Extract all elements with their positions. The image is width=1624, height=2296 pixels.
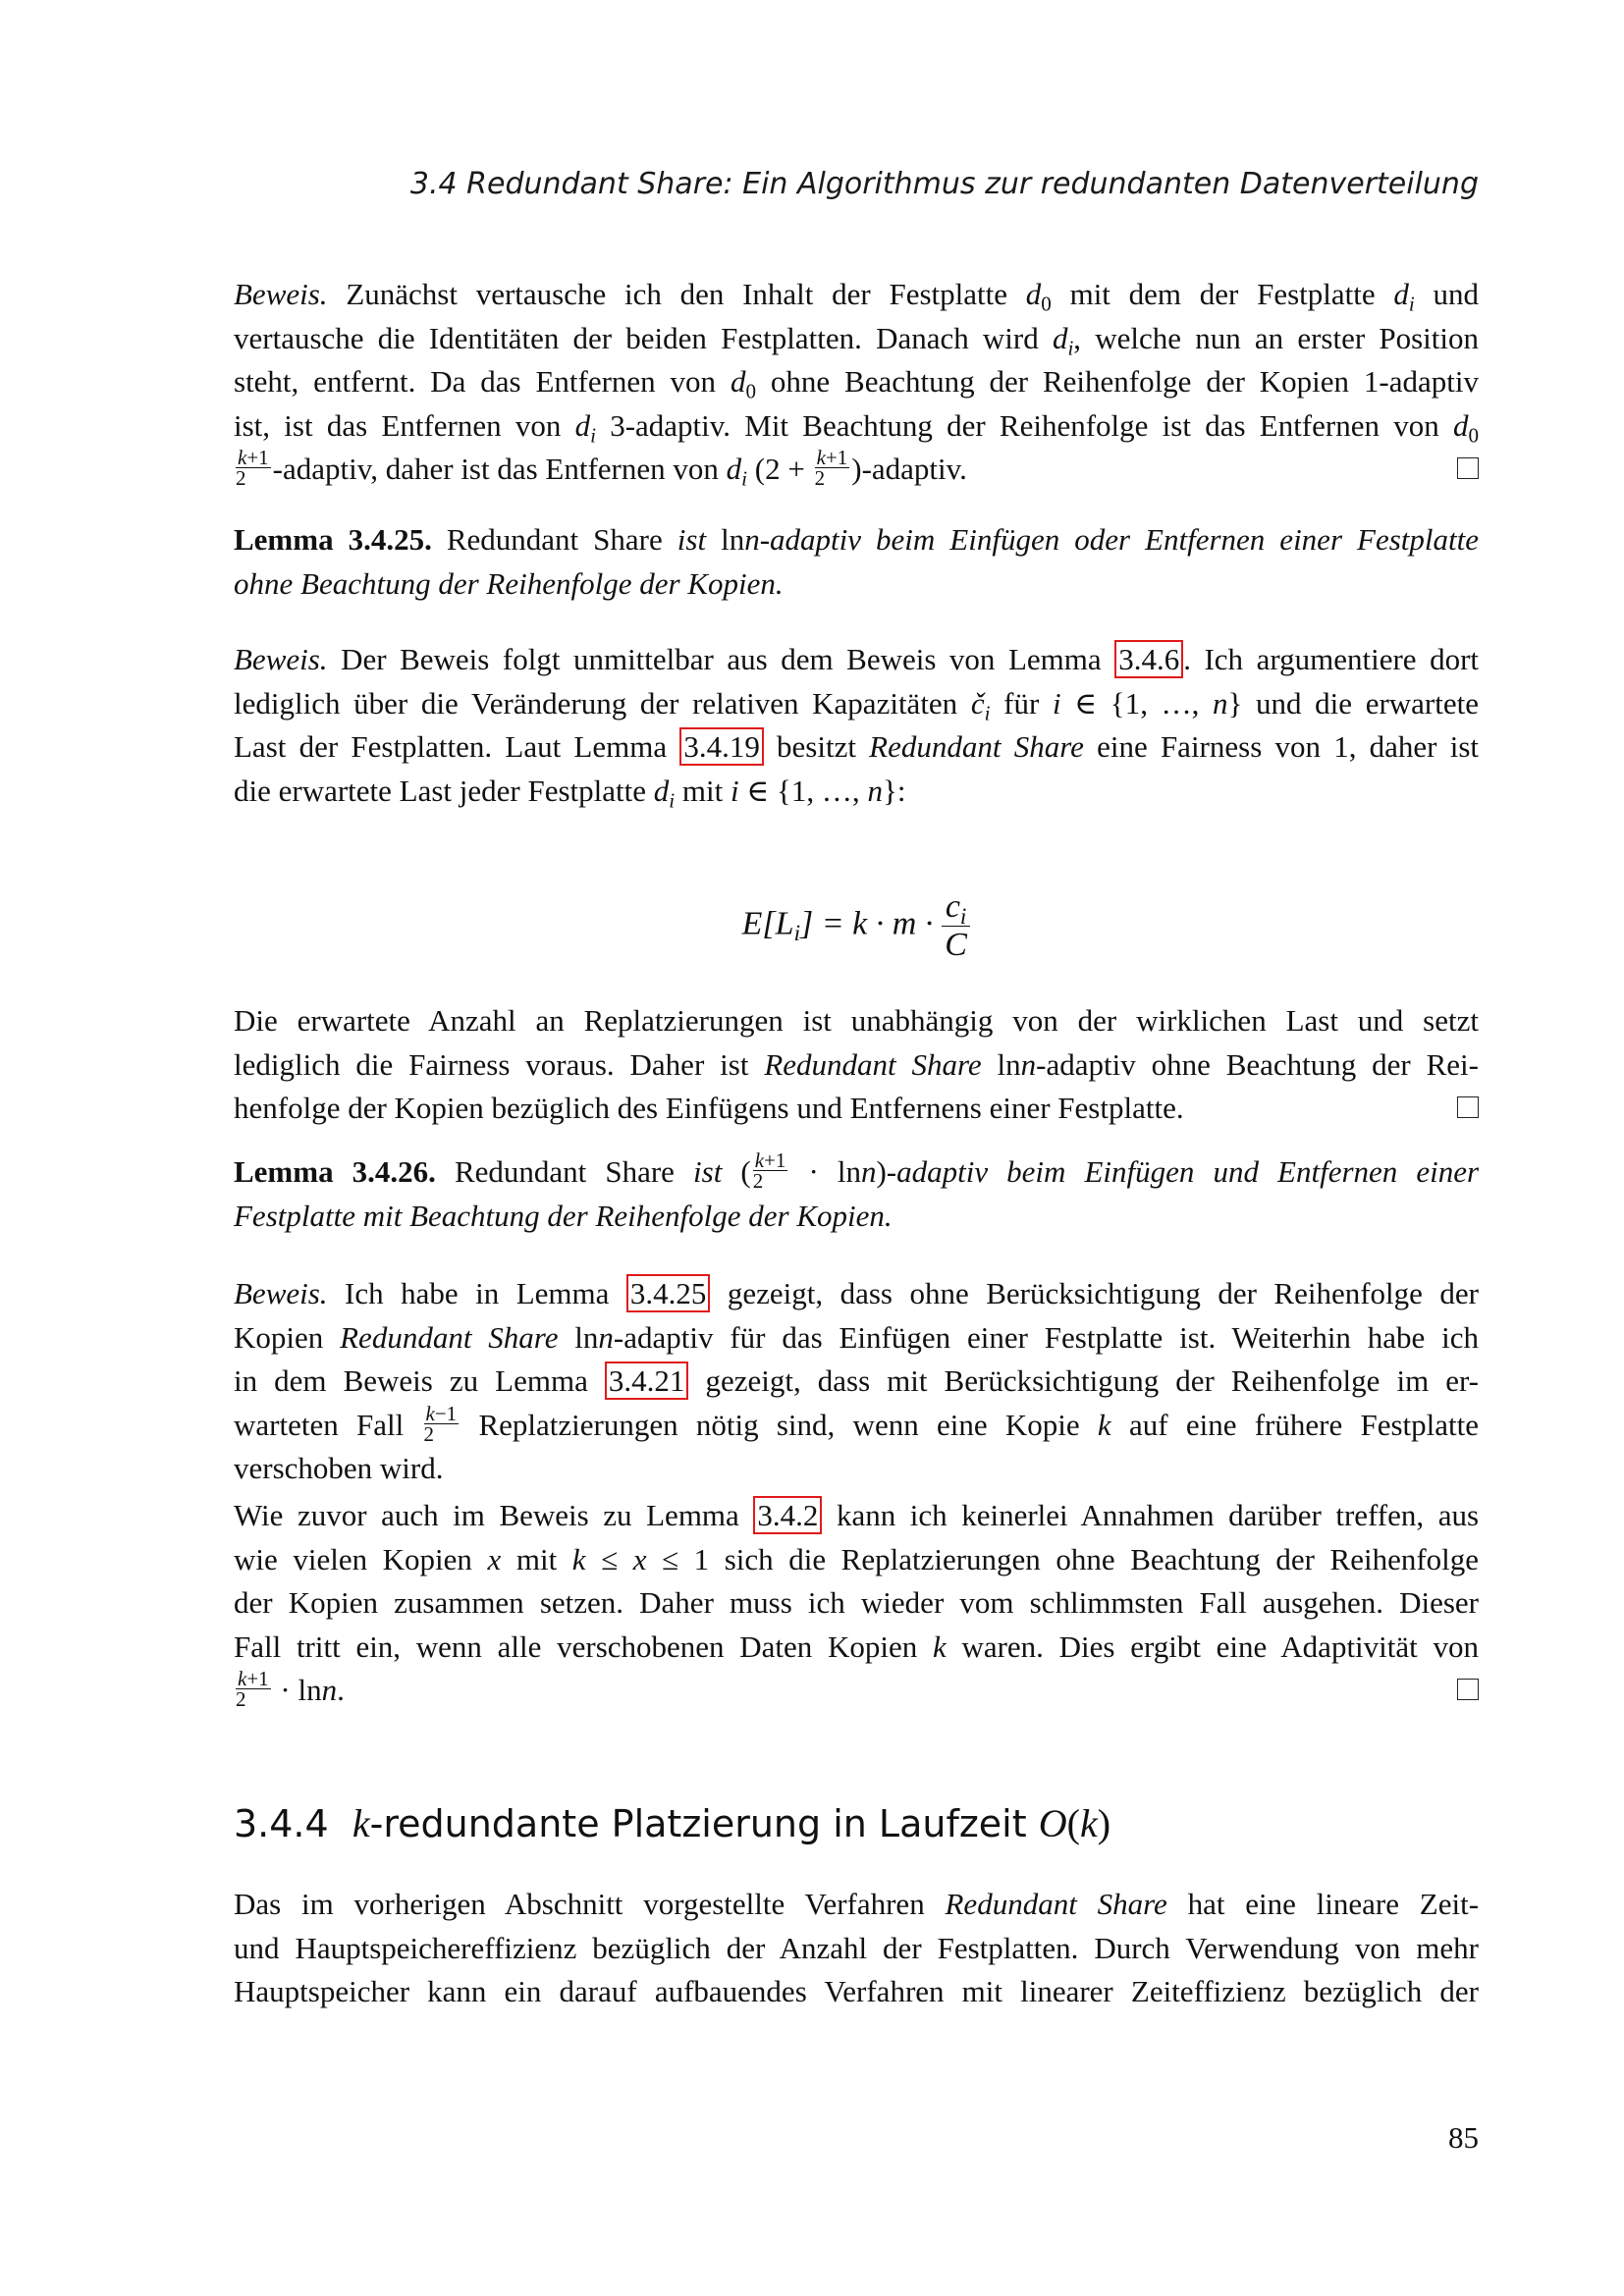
text-line: Beweis. Ich habe in Lemma 3.4.25 gezeigt, dass ohne Berücksichtigung der Reihenfolge der bbox=[234, 1276, 1479, 1310]
paragraph-after-equation bbox=[234, 999, 1479, 1131]
proof-paragraph-1 bbox=[234, 273, 1479, 492]
text-line: verschoben wird. bbox=[234, 1451, 444, 1485]
running-head: 3.4 Redundant Share: Ein Algorithmus zur redundanten Datenverteilung bbox=[409, 167, 1479, 201]
text-line: die erwartete Last jeder Festplatte $d_i$ mit i ∈ {1, …, n}: bbox=[234, 773, 906, 812]
text-line: lediglich die Fairness voraus. Daher ist Redundant Share lnn-adaptiv ohne Beachtung der Rei- bbox=[234, 1046, 1479, 1082]
lemma-ref-link[interactable]: 3.4.2 bbox=[753, 1496, 822, 1534]
section-paragraph bbox=[234, 1883, 1479, 2014]
display-equation: $E[L_i] = k \cdot m$ · $\frac{c_i}{C}$ bbox=[234, 888, 1479, 964]
page-number: 85 bbox=[1448, 2120, 1479, 2155]
proof-paragraph-3b bbox=[234, 1494, 1479, 1713]
qed-symbol bbox=[1457, 1679, 1479, 1700]
text-line: ohne Beachtung der Reihenfolge der Kopien. bbox=[234, 565, 784, 601]
lemma-label: Lemma 3.4.26. bbox=[234, 1154, 436, 1189]
text-line: steht, entfernt. Da das Entfernen von $d_0$ ohne Beachtung der Reihenfolge der Kopien 1-adaptiv bbox=[234, 364, 1480, 403]
text-line: Last der Festplatten. Laut Lemma 3.4.19 besitzt Redundant Share eine Fairness von 1, daher ist bbox=[234, 729, 1480, 764]
lemma-3-4-25 bbox=[234, 518, 1479, 606]
lemma-3-4-26 bbox=[234, 1150, 1479, 1238]
lemma-ref-link[interactable]: 3.4.19 bbox=[679, 727, 764, 766]
section-number: 3.4.4 bbox=[234, 1802, 329, 1845]
text-line: Beweis. Der Beweis folgt unmittelbar aus dem Beweis von Lemma 3.4.6 . Ich argumentiere dort bbox=[234, 642, 1480, 676]
lemma-ref-link[interactable]: 3.4.6 bbox=[1114, 640, 1183, 678]
proof-label: Beweis. bbox=[234, 642, 328, 676]
text-line: $\frac{k+1}{2}$ -adaptiv, daher ist das Entfernen von $d_i$ (2 + $\frac{k+1}{2}$ )-adaptiv. bbox=[234, 448, 1479, 492]
text-line: Kopien Redundant Share lnn-adaptiv für das Einfügen einer Festplatte ist. Weiterhin habe ich bbox=[234, 1319, 1480, 1355]
text-line: Wie zuvor auch im Beweis zu Lemma 3.4.2 kann ich keinerlei Annahmen darüber treffen, aus bbox=[234, 1498, 1480, 1532]
text-line: ist, ist das Entfernen von $d_i$ 3-adaptiv. Mit Beachtung der Reihenfolge ist das Entfernen von $d_0$ bbox=[234, 407, 1480, 447]
lemma-ref-link[interactable]: 3.4.21 bbox=[605, 1362, 689, 1400]
text-line: lediglich über die Veränderung der relativen Kapazitäten $č_i$ für i ∈ {1, …, n} und die erwartete bbox=[234, 685, 1480, 724]
text-line: und Hauptspeichereffizienz bezüglich der Anzahl der Festplatten. Durch Verwendung von mehr bbox=[234, 1930, 1479, 1965]
proof-label: Beweis. bbox=[234, 1276, 328, 1310]
section-heading: 3.4.4 k-redundante Platzierung in Laufzeit O(k) bbox=[234, 1801, 1111, 1845]
text-line: Lemma 3.4.26. Redundant Share ist ( $\frac{k+1}{2}$ · lnn)-adaptiv beim Einfügen und Entfernen einer bbox=[234, 1148, 1480, 1194]
lemma-ref-link[interactable]: 3.4.25 bbox=[626, 1274, 711, 1312]
text-line: Die erwartete Anzahl an Replatzierungen ist unabhängig von der wirklichen Last und setzt bbox=[234, 1003, 1479, 1038]
text-line: Fall tritt ein, wenn alle verschobenen Daten Kopien k waren. Dies ergibt eine Adaptivität von bbox=[234, 1629, 1479, 1664]
text-line: $\frac{k+1}{2}$ · lnn. bbox=[234, 1669, 1479, 1713]
text-line: Festplatte mit Beachtung der Reihenfolge der Kopien. bbox=[234, 1198, 893, 1233]
proof-paragraph-2 bbox=[234, 638, 1479, 813]
proof-paragraph-3 bbox=[234, 1272, 1479, 1491]
text-line: Beweis. Zunächst vertausche ich den Inhalt der Festplatte $d_0$ mit dem der Festplatte $d_i$ und bbox=[234, 277, 1480, 316]
text-line: wie vielen Kopien x mit k ≤ x ≤ 1 sich die Replatzierungen ohne Beachtung der Reihenfolge bbox=[234, 1541, 1480, 1576]
text-line: Hauptspeicher kann ein darauf aufbauendes Verfahren mit linearer Zeiteffizienz bezüglich der bbox=[234, 1974, 1479, 2008]
text-line: vertausche die Identitäten der beiden Festplatten. Danach wird $d_i$, welche nun an erster Position bbox=[234, 320, 1479, 359]
qed-symbol bbox=[1457, 457, 1479, 479]
lemma-label: Lemma 3.4.25. bbox=[234, 522, 432, 557]
text-line: henfolge der Kopien bezüglich des Einfügens und Entfernens einer Festplatte. bbox=[234, 1087, 1479, 1131]
text-line: warteten Fall $\frac{k-1}{2}$ Replatzierungen nötig sind, wenn eine Kopie k auf eine frühere Festplatte bbox=[234, 1401, 1480, 1446]
proof-label: Beweis. bbox=[234, 277, 328, 311]
text-line: der Kopien zusammen setzen. Daher muss ich wieder vom schlimmsten Fall ausgehen. Dieser bbox=[234, 1585, 1479, 1620]
text-line: Lemma 3.4.25. Redundant Share ist lnn-adaptiv beim Einfügen oder Entfernen einer Festplatte bbox=[234, 522, 1479, 557]
text-line: Das im vorherigen Abschnitt vorgestellte Verfahren Redundant Share hat eine lineare Zeit- bbox=[234, 1887, 1480, 1921]
qed-symbol bbox=[1457, 1096, 1479, 1118]
text-line: in dem Beweis zu Lemma 3.4.21 gezeigt, dass mit Berücksichtigung der Reihenfolge im er- bbox=[234, 1363, 1480, 1398]
